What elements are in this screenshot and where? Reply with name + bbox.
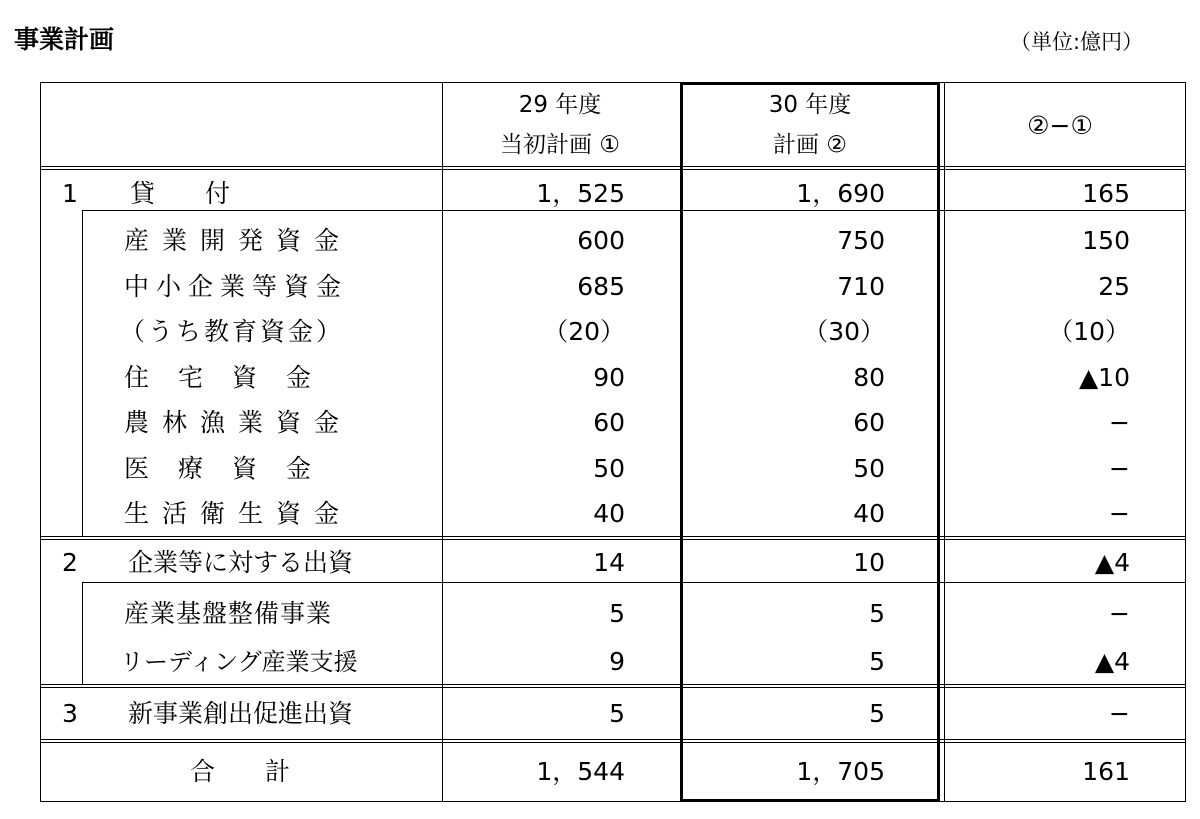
row-3-label: 新事業創出促進出資 xyxy=(128,699,354,728)
row-1e-label: 農林漁業資金 xyxy=(124,408,353,437)
row-1c-v1: （20） xyxy=(543,317,625,346)
row-1-v2: 1，690 xyxy=(796,179,885,208)
header-col1-line2: 当初計画 ① xyxy=(500,132,620,158)
header-col1-line1: 29 年度 xyxy=(518,92,602,118)
row-1a-v2: 750 xyxy=(837,226,885,255)
row-2-v2: 10 xyxy=(853,548,885,577)
row-1a-v1: 600 xyxy=(577,226,625,255)
row-2a-v2: 5 xyxy=(869,599,885,628)
row-2-v1: 14 xyxy=(593,548,625,577)
row-1f-diff: − xyxy=(1109,454,1130,483)
row-2a-diff: − xyxy=(1109,599,1130,628)
row-2b-diff: ▲4 xyxy=(1094,647,1130,676)
row-1a-label: 産業開発資金 xyxy=(124,226,353,255)
row-1f-v2: 50 xyxy=(853,454,885,483)
row-1f-v1: 50 xyxy=(593,454,625,483)
business-plan-table xyxy=(40,82,1186,803)
col-line-1 xyxy=(442,82,443,802)
highlight-left xyxy=(680,82,683,802)
row-2b-label: リーディング産業支援 xyxy=(120,648,358,676)
divider-r3-top xyxy=(40,684,1186,685)
indent-line-2 xyxy=(82,582,83,684)
header-col2-line1: 30 年度 xyxy=(768,92,852,118)
divider-total-2 xyxy=(40,742,1186,743)
row-1b-v2: 710 xyxy=(837,272,885,301)
row-1e-v1: 60 xyxy=(593,408,625,437)
row-1c-diff: （10） xyxy=(1048,317,1130,346)
row-3-diff: − xyxy=(1109,699,1130,728)
row-1b-v1: 685 xyxy=(577,272,625,301)
row-3-v1: 5 xyxy=(609,699,625,728)
table-border-bottom xyxy=(40,801,1186,802)
row-3-no: 3 xyxy=(62,699,78,728)
row-1g-v2: 40 xyxy=(853,499,885,528)
highlight-bottom xyxy=(680,799,940,802)
highlight-right xyxy=(937,82,940,802)
total-label: 合 計 xyxy=(190,757,291,786)
row-2-label: 企業等に対する出資 xyxy=(128,548,354,577)
divider-header xyxy=(40,166,1186,167)
row-2a-v1: 5 xyxy=(609,599,625,628)
row-2-diff: ▲4 xyxy=(1094,548,1130,577)
row-1b-label: 中小企業等資金 xyxy=(124,272,349,301)
row-2b-v1: 9 xyxy=(609,647,625,676)
row-1-v1: 1，525 xyxy=(536,179,625,208)
table-border-left xyxy=(40,82,41,802)
divider-r2-sub xyxy=(82,582,1186,583)
highlight-top xyxy=(680,82,940,85)
table-border-right xyxy=(1185,82,1186,802)
total-diff: 161 xyxy=(1082,757,1130,786)
divider-r2-top-2 xyxy=(40,539,1186,540)
row-1-no: 1 xyxy=(62,179,78,208)
page-title: 事業計画 xyxy=(14,25,115,54)
divider-total xyxy=(40,739,1186,740)
row-1d-v1: 90 xyxy=(593,363,625,392)
row-1g-v1: 40 xyxy=(593,499,625,528)
unit-label: （単位:億円） xyxy=(1010,30,1144,54)
row-1c-v2: （30） xyxy=(803,317,885,346)
row-1c-label: （うち教育資金） xyxy=(120,317,345,346)
row-2a-label: 産業基盤整備事業 xyxy=(124,599,333,628)
row-1d-v2: 80 xyxy=(853,363,885,392)
row-1g-diff: − xyxy=(1109,499,1130,528)
row-1b-diff: 25 xyxy=(1098,272,1130,301)
header-col3: ②−① xyxy=(1027,111,1093,140)
header-col2-line2: 計画 ② xyxy=(773,132,847,158)
row-1g-label: 生活衛生資金 xyxy=(124,499,353,528)
row-1e-diff: − xyxy=(1109,408,1130,437)
total-v1: 1，544 xyxy=(536,757,625,786)
divider-r3-top-2 xyxy=(40,687,1186,688)
row-1-diff: 165 xyxy=(1082,179,1130,208)
row-2-no: 2 xyxy=(62,548,78,577)
row-1e-v2: 60 xyxy=(853,408,885,437)
divider-r2-top xyxy=(40,536,1186,537)
indent-line-1 xyxy=(82,210,83,536)
row-3-v2: 5 xyxy=(869,699,885,728)
row-1d-diff: ▲10 xyxy=(1078,363,1130,392)
row-1d-label: 住 宅 資 金 xyxy=(124,363,314,392)
divider-r1 xyxy=(82,210,1186,211)
row-1f-label: 医 療 資 金 xyxy=(124,454,314,483)
row-2b-v2: 5 xyxy=(869,647,885,676)
table-border-top xyxy=(40,82,1186,83)
divider-header-2 xyxy=(40,169,1186,170)
row-1-label: 貸 付 xyxy=(130,179,231,208)
total-v2: 1，705 xyxy=(796,757,885,786)
row-1a-diff: 150 xyxy=(1082,226,1130,255)
